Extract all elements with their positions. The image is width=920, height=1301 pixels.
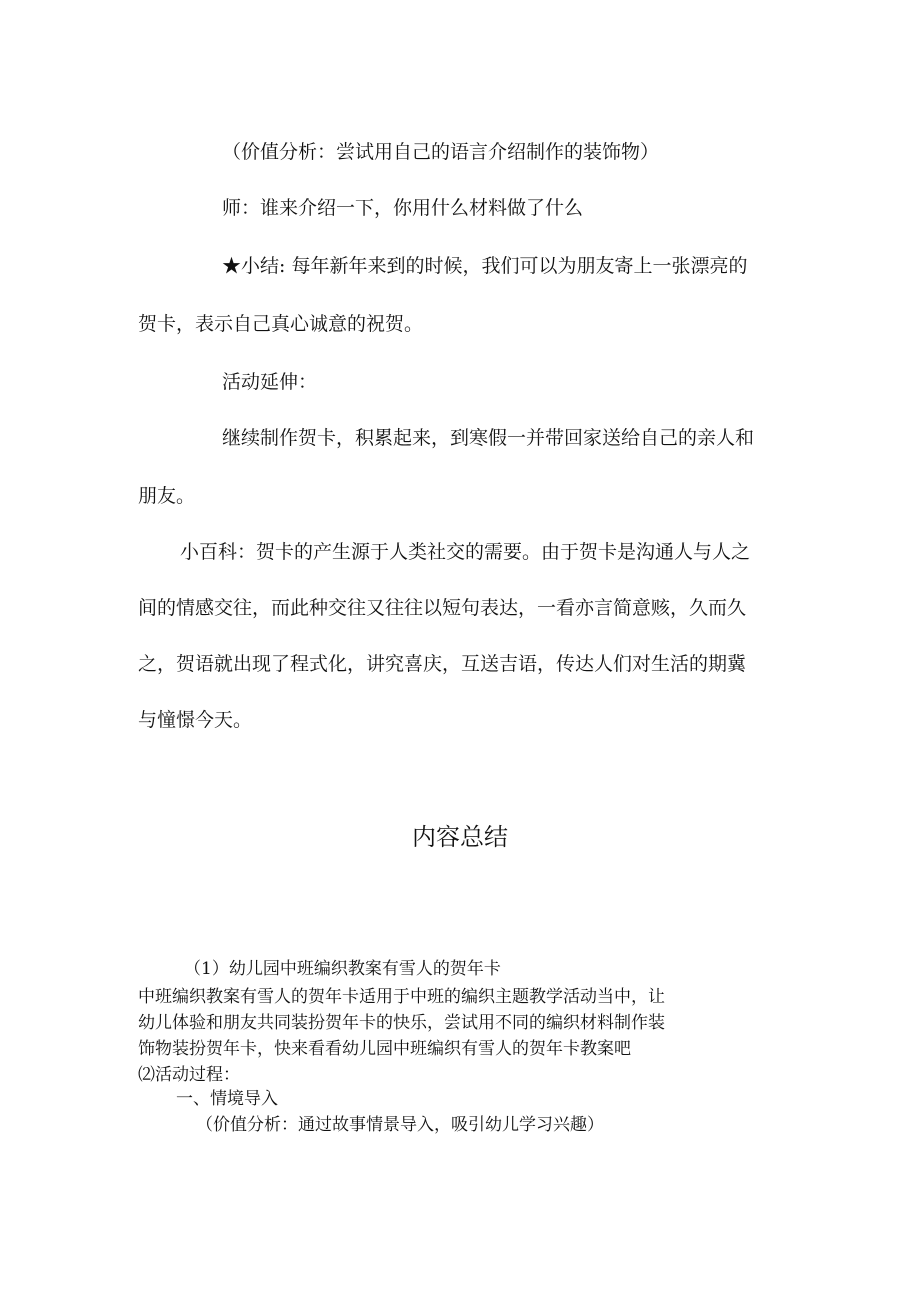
summary-line-2: 中班编织教案有雪人的贺年卡适用于中班的编织主题教学活动当中，让 [138, 987, 665, 1007]
content-summary-title: 内容总结 [412, 823, 508, 851]
encyclopedia-line-4: 与憧憬今天。 [138, 709, 253, 731]
summary-note-line-1: ★小结: 每年新年来到的时候，我们可以为朋友寄上一张漂亮的 [222, 255, 748, 277]
scenario-value-analysis: （价值分析：通过故事情景导入，吸引幼儿学习兴趣） [196, 1115, 604, 1135]
teacher-question-paragraph: 师：谁来介绍一下，你用什么材料做了什么 [222, 197, 584, 219]
activity-process-heading: ⑵活动过程： [138, 1065, 240, 1085]
encyclopedia-line-3: 之，贺语就出现了程式化，讲究喜庆，互送吉语，传达人们对生活的期冀 [138, 653, 747, 675]
extension-paragraph-line-1: 继续制作贺卡，积累起来，到寒假一并带回家送给自己的亲人和 [222, 427, 755, 449]
extension-paragraph-line-2: 朋友。 [138, 485, 196, 507]
summary-note-line-2: 贺卡，表示自己真心诚意的祝贺。 [138, 313, 424, 335]
scenario-intro-heading: 一、情境导入 [176, 1089, 278, 1109]
encyclopedia-line-2: 间的情感交往，而此种交往又往往以短句表达，一看亦言简意赅，久而久 [138, 597, 747, 619]
summary-item-1: （1）幼儿园中班编织教案有雪人的贺年卡 [184, 959, 501, 979]
summary-line-3: 幼儿体验和朋友共同装扮贺年卡的快乐，尝试用不同的编织材料制作装 [138, 1013, 665, 1033]
summary-line-4: 饰物装扮贺年卡，快来看看幼儿园中班编织有雪人的贺年卡教案吧 [138, 1039, 631, 1059]
value-analysis-paragraph: （价值分析：尝试用自己的语言介绍制作的装饰物） [222, 141, 660, 163]
encyclopedia-line-1: 小百科：贺卡的产生源于人类社交的需要。由于贺卡是沟通人与人之 [180, 541, 751, 563]
activity-extension-heading: 活动延伸： [222, 371, 318, 393]
